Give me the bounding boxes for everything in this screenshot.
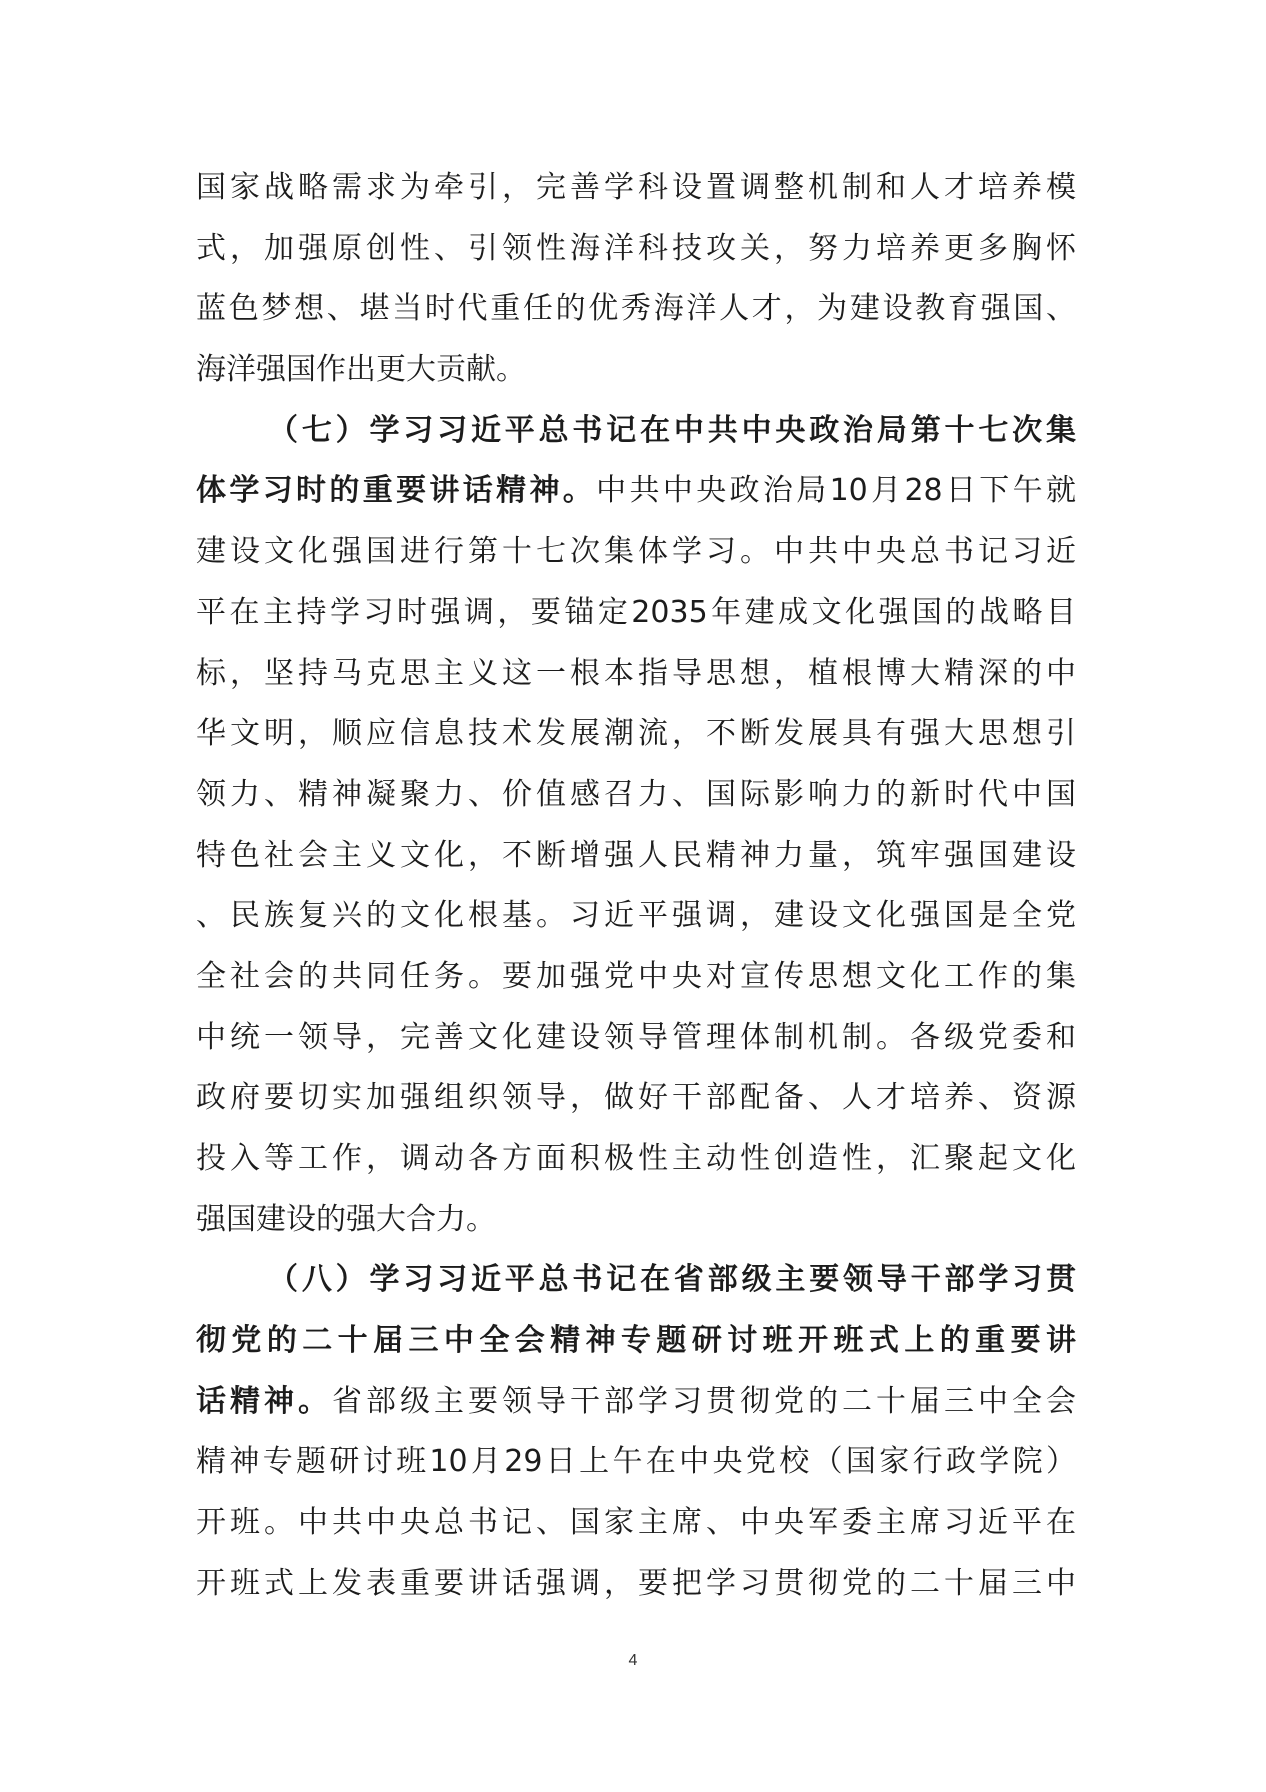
line-text: 标，坚持马克思主义这一根本指导思想，植根博大精深的中 — [196, 655, 1076, 691]
text-line-20 — [196, 1311, 1076, 1372]
line-text: 、民族复兴的文化根基。习近平强调，建设文化强国是全党 — [196, 898, 1076, 934]
heading-text: 话精神。 — [196, 1383, 332, 1419]
line-text: 特色社会主义文化，不断增强人民精神力量，筑牢强国建设 — [196, 837, 1076, 873]
line-text: 开班。中共中央总书记、国家主席、中央军委主席习近平在 — [196, 1505, 1076, 1541]
text-line-7 — [196, 522, 1076, 583]
section-heading-7 — [196, 401, 1076, 462]
line-text: 领力、精神凝聚力、价值感召力、国际影响力的新时代中国 — [196, 776, 1076, 812]
text-line-18 — [196, 1190, 1076, 1251]
line-text: 开班式上发表重要讲话强调，要把学习贯彻党的二十届三中 — [196, 1565, 1076, 1601]
line-text: 式，加强原创性、引领性海洋科技攻关，努力培养更多胸怀 — [196, 230, 1076, 266]
line-text: 政府要切实加强组织领导，做好干部配备、人才培养、资源 — [196, 1080, 1076, 1116]
text-line-22 — [196, 1432, 1076, 1493]
heading-text: 彻党的二十届三中全会精神专题研讨班开班式上的重要讲 — [196, 1323, 1076, 1359]
line-text: 华文明，顺应信息技术发展潮流，不断发展具有强大思想引 — [196, 716, 1076, 752]
line-text: 省部级主要领导干部学习贯彻党的二十届三中全会 — [332, 1383, 1076, 1419]
text-line-9 — [196, 644, 1076, 705]
text-line-11 — [196, 765, 1076, 826]
section-heading-8 — [196, 1250, 1076, 1311]
line-text: 国家战略需求为牵引，完善学科设置调整机制和人才培养模 — [196, 170, 1076, 205]
text-line-23 — [196, 1493, 1076, 1554]
text-line-17 — [196, 1129, 1076, 1190]
line-text: 蓝色梦想、堪当时代重任的优秀海洋人才，为建设教育强国、 — [196, 291, 1076, 327]
text-line-16 — [196, 1068, 1076, 1129]
line-text: 精神专题研讨班10月29日上午在中央党校（国家行政学院） — [196, 1444, 1076, 1480]
text-line-1 — [196, 158, 1076, 219]
line-text: 中统一领导，完善文化建设领导管理体制机制。各级党委和 — [196, 1019, 1076, 1055]
text-line-6 — [196, 461, 1076, 522]
text-line-2 — [196, 219, 1076, 280]
text-line-21 — [196, 1372, 1076, 1433]
text-line-13 — [196, 886, 1076, 947]
line-text: 建设文化强国进行第十七次集体学习。中共中央总书记习近 — [196, 534, 1076, 570]
text-line-24 — [196, 1554, 1076, 1615]
line-text: 投入等工作，调动各方面积极性主动性创造性，汇聚起文化 — [196, 1141, 1076, 1176]
text-line-4 — [196, 340, 1076, 401]
line-text: 中共中央政治局10月28日下午就 — [596, 473, 1076, 509]
line-text: 全社会的共同任务。要加强党中央对宣传思想文化工作的集 — [196, 958, 1076, 994]
heading-text: （七）学习习近平总书记在中共中央政治局第十七次集 — [268, 412, 1076, 448]
text-line-12 — [196, 826, 1076, 887]
text-line-8 — [196, 583, 1076, 644]
line-text: 海洋强国作出更大贡献。 — [196, 352, 526, 388]
text-line-15 — [196, 1008, 1076, 1069]
text-line-14 — [196, 947, 1076, 1008]
line-text: 平在主持学习时强调，要锚定2035年建成文化强国的战略目 — [196, 594, 1076, 630]
text-line-10 — [196, 704, 1076, 765]
page-number: 4 — [628, 1652, 638, 1669]
heading-text: 体学习时的重要讲话精神。 — [196, 473, 597, 509]
line-text: 强国建设的强大合力。 — [196, 1201, 496, 1237]
body-text — [196, 158, 1076, 1615]
heading-text: （八）学习习近平总书记在省部级主要领导干部学习贯 — [268, 1262, 1076, 1298]
text-line-3 — [196, 279, 1076, 340]
